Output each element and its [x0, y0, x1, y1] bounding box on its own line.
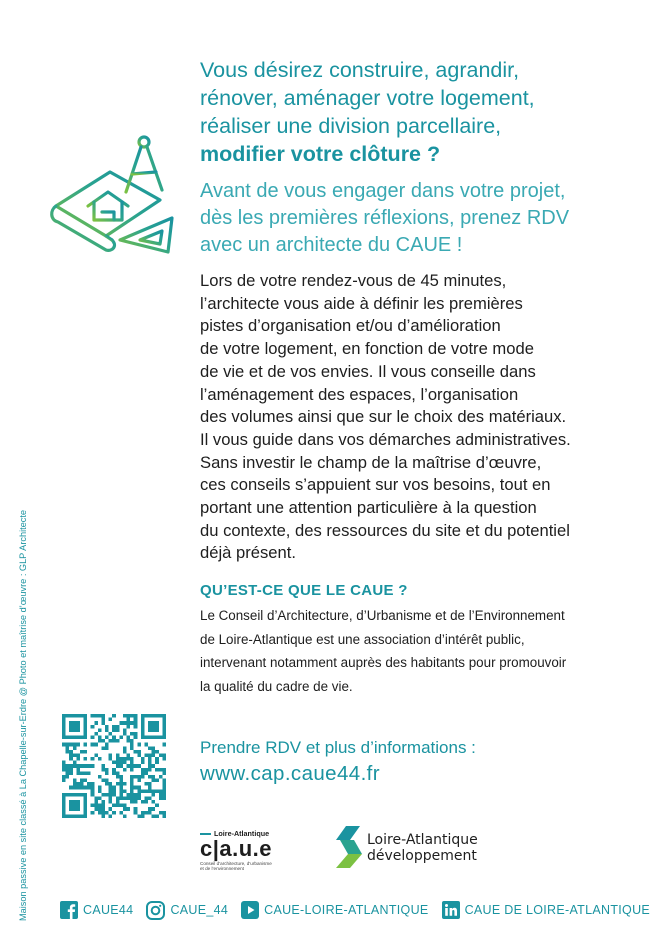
social-links — [60, 898, 663, 922]
body-line: Lors de votre rendez-vous de 45 minutes, — [200, 271, 507, 290]
caue-logo-subtitle — [200, 861, 320, 872]
logo-accent-bar — [200, 833, 211, 835]
headline-line: réaliser une division parcellaire, — [200, 114, 502, 138]
body-line: de vie et de vos envies. Il vous conseille dans — [200, 361, 536, 381]
caue-logo-region: Loire-Atlantique — [214, 829, 270, 838]
architecture-plan-icon — [48, 128, 180, 256]
caue-line: de Loire-Atlantique est une association d’intérêt public, — [200, 631, 525, 647]
headline-line: Vous désirez construire, agrandir, — [200, 58, 520, 82]
subhead-line: avec un architecte du CAUE ! — [200, 234, 463, 256]
headline-line: rénover, aménager votre logement, — [200, 86, 535, 110]
body-line: Sans investir le champ de la maîtrise d’œuvre, — [200, 452, 542, 472]
body-line: l’aménagement des espaces, l’organisation — [200, 384, 519, 404]
body-line: ces conseils s’appuient sur vos besoins, tout en — [200, 475, 551, 495]
caue-description — [200, 604, 630, 698]
social-label: CAUE44 — [83, 903, 134, 917]
caue-line: Le Conseil d’Architecture, d’Urbanisme et de l’Environnement — [200, 608, 565, 623]
body-line: l’architecte vous aide à définir les premières — [200, 293, 523, 313]
caue-section-heading: QU’EST-CE QUE LE CAUE ? — [200, 582, 408, 599]
cta-label: Prendre RDV et plus d’informations : — [200, 738, 476, 757]
social-label: CAUE DE LOIRE-ATLANTIQUE — [464, 903, 651, 917]
caue-line: la qualité du cadre de vie. — [200, 678, 353, 694]
youtube-icon — [241, 901, 259, 919]
body-line: du contexte, des ressources du site et du potentiel — [200, 520, 570, 540]
photo-credit: Maison passive en site classé à La Chapelle-sur-Erdre @ Photo et maîtrise d’œuvre : GLP Architecte — [18, 509, 28, 921]
social-label: CAUE_44 — [170, 903, 229, 917]
loire-atlantique-developpement-logo — [336, 826, 486, 870]
body-line: portant une attention particulière à la question — [200, 498, 537, 518]
instagram-icon — [146, 901, 165, 920]
caue-logo — [200, 828, 320, 876]
caue-logo-subtitle-line: et de l’environnement — [200, 866, 244, 872]
facebook-icon — [60, 901, 78, 919]
social-linkedin[interactable] — [442, 901, 650, 919]
caue-logo-wordmark: c|a.u.e — [200, 836, 273, 861]
lad-logo-mark-icon — [336, 826, 366, 868]
lad-logo-text — [367, 832, 478, 864]
body-line: des volumes ainsi que sur le choix des matériaux. — [200, 407, 567, 427]
social-facebook[interactable] — [60, 901, 133, 919]
body-line: déjà présent. — [200, 543, 296, 563]
qr-code[interactable] — [62, 714, 166, 818]
body-line: pistes d’organisation et/ou d’amélioration — [200, 316, 501, 336]
subhead-line: Avant de vous engager dans votre projet, — [200, 180, 566, 202]
body-line: de votre logement, en fonction de votre mode — [200, 339, 534, 359]
caue-line: intervenant notamment auprès des habitants pour promouvoir — [200, 655, 567, 670]
subhead-line: dès les premières réflexions, prenez RDV — [200, 207, 570, 229]
social-instagram[interactable] — [146, 901, 228, 920]
social-label: CAUE-LOIRE-ATLANTIQUE — [264, 903, 429, 917]
website-link[interactable]: www.cap.caue44.fr — [200, 762, 380, 785]
body-line: Il vous guide dans vos démarches administratives. — [200, 429, 571, 449]
caue-logo-subtitle-line: Conseil d’architecture, d’urbanisme — [200, 861, 272, 866]
subhead — [200, 178, 640, 259]
body-paragraph — [200, 270, 625, 565]
lad-logo-line2: développement — [367, 848, 477, 864]
linkedin-icon — [442, 901, 460, 919]
headline-bold-line: modifier votre clôture ? — [200, 142, 441, 166]
lad-logo-line1: Loire-Atlantique — [367, 832, 478, 848]
headline — [200, 56, 640, 168]
social-youtube[interactable] — [241, 901, 428, 919]
